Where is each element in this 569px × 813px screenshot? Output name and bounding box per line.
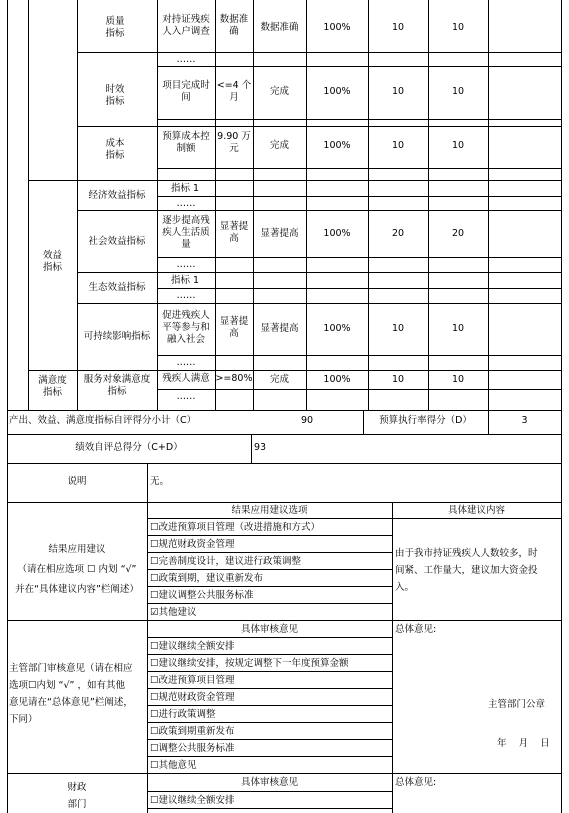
social-weight: 20 <box>391 228 405 239</box>
social-rate: 100% <box>323 228 351 239</box>
cost-actual: 完成 <box>269 140 289 151</box>
satisfaction-actual: 完成 <box>269 374 289 385</box>
dots: …… <box>176 54 196 65</box>
review-option[interactable]: ☐其他意见 <box>150 760 197 771</box>
review-option[interactable]: ☐调整公共服务标准 <box>150 743 235 754</box>
budget-value: 3 <box>521 415 528 426</box>
satisfaction-score: 10 <box>451 374 465 385</box>
ecological-indicator: 指标 1 <box>171 275 200 286</box>
quality-label: 质量 指标 <box>105 16 125 39</box>
finance-option[interactable]: ☐建议继续全额安排 <box>150 795 235 806</box>
total-label: 绩效自评总得分（C+D） <box>75 442 183 453</box>
ecological-label: 生态效益指标 <box>88 282 146 293</box>
cost-score: 10 <box>451 140 465 151</box>
economic-label: 经济效益指标 <box>88 190 146 201</box>
subtotal-label: 产出、效益、满意度指标自评得分小计（C） <box>9 415 197 426</box>
quality-rate: 100% <box>323 22 351 33</box>
timeliness-actual: 完成 <box>269 86 289 97</box>
dots: …… <box>176 357 196 368</box>
sustainable-indicator: 促进残疾人 平等参与和 融入社会 <box>162 310 210 345</box>
result-label: 结果应用建议 （请在相应选项 ☐ 内划 “√” 并在“具体建议内容”栏阐述） <box>15 544 139 595</box>
cost-target: 9.90 万 元 <box>217 131 251 154</box>
review-header: 具体审核意见 <box>240 624 298 635</box>
cost-label: 成本 指标 <box>105 138 125 161</box>
quality-target: 数据准 确 <box>219 14 249 37</box>
review-option[interactable]: ☐规范财政资金管理 <box>150 692 235 703</box>
budget-label: 预算执行率得分（D） <box>379 415 472 426</box>
dots: …… <box>176 391 196 402</box>
timeliness-weight: 10 <box>391 86 405 97</box>
benefit-label: 效益 指标 <box>42 250 62 273</box>
sustainable-target: 显著提 高 <box>219 316 249 339</box>
note-label: 说明 <box>67 476 87 487</box>
timeliness-label: 时效 指标 <box>105 84 125 107</box>
subtotal-value: 90 <box>300 415 314 426</box>
review-option[interactable]: ☐进行政策调整 <box>150 709 216 720</box>
sustainable-score: 10 <box>451 323 465 334</box>
review-label: 主管部门审核意见（请在相应 选项☐内划 “√” ，如有其他 意见请在“总体意见”栏阐述， 下同） <box>9 663 133 725</box>
review-option[interactable]: ☐政策到期重新发布 <box>150 726 235 737</box>
review-option[interactable]: ☐改进预算项目管理 <box>150 675 235 686</box>
quality-actual: 数据准确 <box>260 22 299 33</box>
social-target: 显著提 高 <box>219 221 249 244</box>
timeliness-score: 10 <box>451 86 465 97</box>
satisfaction-rate: 100% <box>323 374 351 385</box>
quality-score: 10 <box>451 22 465 33</box>
result-option[interactable]: ☑其他建议 <box>150 607 197 618</box>
quality-weight: 10 <box>391 22 405 33</box>
cost-indicator: 预算成本控 制额 <box>162 131 210 154</box>
review-option[interactable]: ☐建议继续全额安排 <box>150 641 235 652</box>
social-label: 社会效益指标 <box>88 236 146 247</box>
result-option[interactable]: ☐改进预算项目管理（改进措施和方式） <box>150 522 321 533</box>
sustainable-weight: 10 <box>391 323 405 334</box>
finance-header: 具体审核意见 <box>240 777 298 788</box>
timeliness-rate: 100% <box>323 86 351 97</box>
sustainable-rate: 100% <box>323 323 351 334</box>
economic-indicator: 指标 1 <box>171 183 200 194</box>
review-date: 年 月 日 <box>497 738 550 749</box>
note-value: 无。 <box>150 476 170 487</box>
social-actual: 显著提高 <box>260 228 299 239</box>
review-option[interactable]: ☐建议继续安排，按规定调整下一年度预算金额 <box>150 658 349 669</box>
service-satisfaction-label: 服务对象满意度 指标 <box>83 374 151 397</box>
review-seal: 主管部门公章 <box>488 699 546 710</box>
result-option[interactable]: ☐完善制度设计，建议进行政策调整 <box>150 556 302 567</box>
result-options-header: 结果应用建议选项 <box>231 505 308 516</box>
sustainable-actual: 显著提高 <box>260 323 299 334</box>
review-overall: 总体意见: <box>395 624 437 635</box>
finance-overall: 总体意见: <box>395 777 437 788</box>
result-content-header: 具体建议内容 <box>447 505 505 516</box>
cost-rate: 100% <box>323 140 351 151</box>
social-indicator: 逐步提高残 疾人生活质 量 <box>162 215 210 250</box>
social-score: 20 <box>451 228 465 239</box>
satisfaction-target: >=80% <box>215 373 253 384</box>
satisfaction-indicator: 残疾人满意 <box>162 373 210 384</box>
timeliness-target: <=4 个 月 <box>216 80 252 103</box>
finance-label: 财政 部门 <box>67 782 87 810</box>
satisfaction-weight: 10 <box>391 374 405 385</box>
cost-weight: 10 <box>391 140 405 151</box>
quality-indicator: 对持证残疾 人入户调查 <box>162 14 210 37</box>
result-option[interactable]: ☐政策到期，建议重新发布 <box>150 573 264 584</box>
satisfaction-label: 满意度 指标 <box>38 375 67 398</box>
total-value: 93 <box>254 442 267 453</box>
dots: …… <box>176 198 196 209</box>
dots: …… <box>176 290 196 301</box>
result-content: 由于我市持证残疾人人数较多，时 间紧、工作量大，建议加大资金投 入。 <box>395 548 538 593</box>
timeliness-indicator: 项目完成时 间 <box>162 80 210 103</box>
sustainable-label: 可持续影响指标 <box>83 331 151 342</box>
dots: …… <box>176 259 196 270</box>
result-option[interactable]: ☐规范财政资金管理 <box>150 539 235 550</box>
result-option[interactable]: ☐建议调整公共服务标准 <box>150 590 254 601</box>
